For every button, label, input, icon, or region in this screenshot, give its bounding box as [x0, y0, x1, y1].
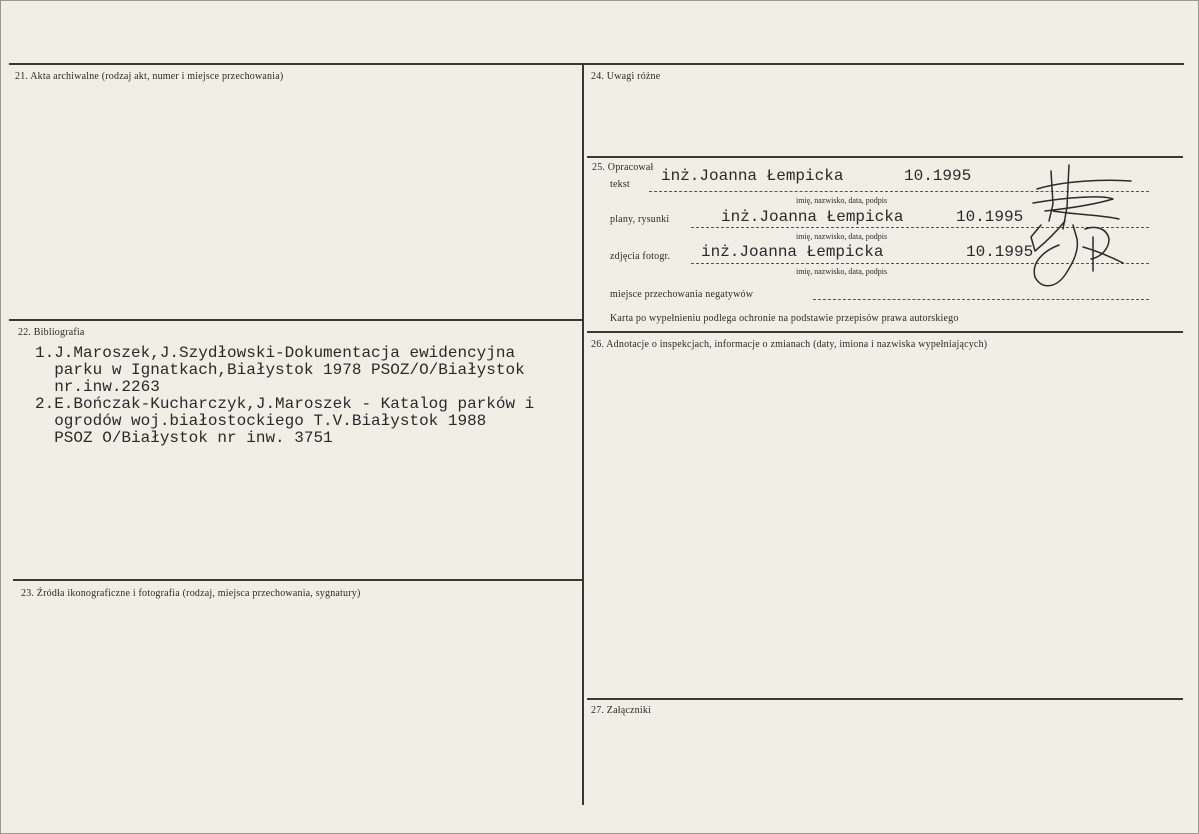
plany-date: 10.1995 — [956, 208, 1024, 226]
tekst-value: inż.Joanna Łempicka — [661, 167, 844, 185]
zdjecia-date: 10.1995 — [966, 243, 1034, 261]
negatywy-line — [813, 299, 1149, 300]
zdjecia-value: inż.Joanna Łempicka — [701, 243, 884, 261]
top-rule — [9, 63, 1184, 65]
plany-caption: imię, nazwisko, data, podpis — [796, 232, 888, 241]
rule-25-26 — [587, 331, 1183, 333]
bibliography-line: 2.E.Bończak-Kucharczyk,J.Maroszek - Katalog parków i — [35, 395, 535, 413]
rule-21-22 — [9, 319, 582, 321]
section-26-label: 26. Adnotacje o inspekcjach, informacje o zmianach (daty, imiona i nazwiska wypełniających) — [591, 339, 988, 350]
copyright-note: Karta po wypełnieniu podlega ochronie na podstawie przepisów prawa autorskiego — [610, 313, 959, 324]
center-divider — [582, 63, 584, 805]
section-23-label: 23. Źródła ikonograficzne i fotografia (rodzaj, miejsca przechowania, sygnatury) — [21, 588, 361, 599]
zdjecia-label: zdjęcia fotogr. — [610, 251, 671, 262]
section-21-label: 21. Akta archiwalne (rodzaj akt, numer i miejsce przechowania) — [15, 71, 284, 82]
bibliography-line: 1.J.Maroszek,J.Szydłowski-Dokumentacja ewidencyjna — [35, 344, 516, 362]
bibliography-line: ogrodów woj.białostockiego T.V.Białystok 1988 — [35, 412, 487, 430]
rule-22-23 — [13, 579, 582, 581]
bibliography-line: nr.inw.2263 — [35, 378, 160, 396]
section-24-label: 24. Uwagi różne — [591, 71, 661, 82]
rule-26-27 — [587, 698, 1183, 700]
rule-24-25 — [587, 156, 1183, 158]
tekst-label: tekst — [610, 179, 630, 190]
bibliography-text — [35, 345, 534, 447]
signature-image — [1023, 159, 1153, 299]
section-22-label: 22. Bibliografia — [18, 327, 85, 338]
section-25-label: 25. Opracował — [592, 162, 654, 173]
plany-label: plany, rysunki — [610, 214, 670, 225]
bibliography-line: PSOZ O/Białystok nr inw. 3751 — [35, 429, 333, 447]
tekst-date: 10.1995 — [904, 167, 972, 185]
tekst-caption: imię, nazwisko, data, podpis — [796, 196, 888, 205]
negatywy-label: miejsce przechowania negatywów — [610, 289, 754, 300]
plany-value: inż.Joanna Łempicka — [721, 208, 904, 226]
section-27-label: 27. Załączniki — [591, 705, 651, 716]
zdjecia-caption: imię, nazwisko, data, podpis — [796, 267, 888, 276]
bibliography-line: parku w Ignatkach,Białystok 1978 PSOZ/O/Białystok — [35, 361, 525, 379]
